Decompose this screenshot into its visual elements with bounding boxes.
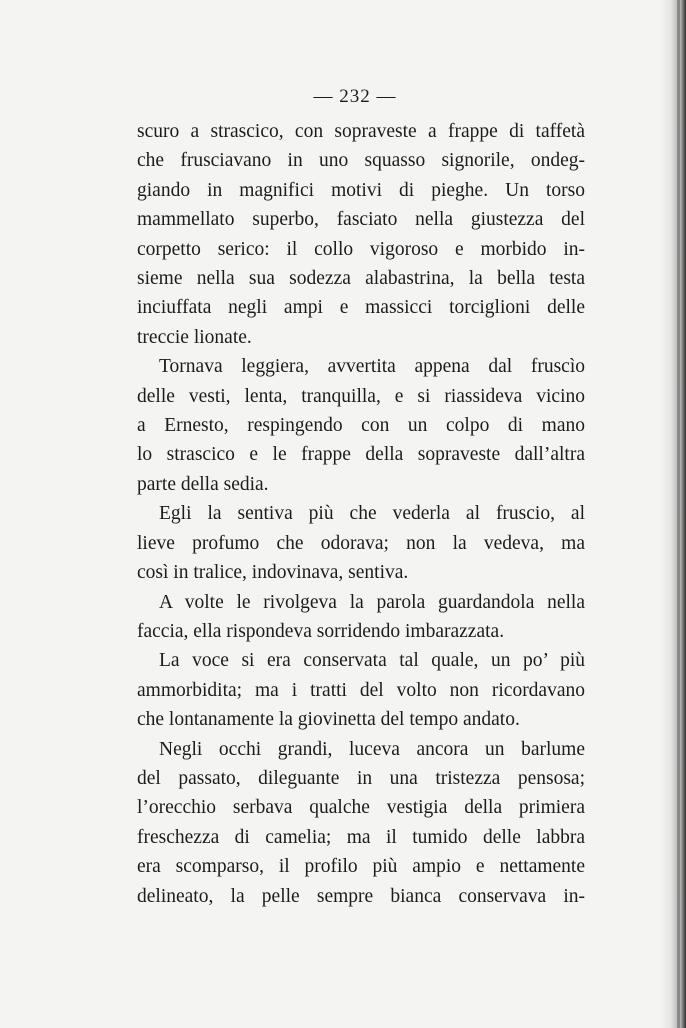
- page-edge-line: [677, 0, 680, 1028]
- text-line: faccia, ella rispondeva sorridendo imbarazzata.: [137, 620, 505, 642]
- text-line: Negli occhi grandi, luceva ancora un barlume: [159, 738, 585, 760]
- text-line: a Ernesto, respingendo con un colpo di mano: [137, 415, 585, 437]
- text-line: sieme nella sua sodezza alabastrina, la bella testa: [137, 268, 585, 290]
- page-number-header: — 232 —: [313, 86, 397, 107]
- text-line: l’orecchio serbava qualche vestigia della primiera: [137, 797, 585, 819]
- text-line: La voce si era conservata tal quale, un po’ più: [159, 650, 585, 672]
- text-line: mammellato superbo, fasciato nella giustezza del: [137, 209, 585, 231]
- body-text: [137, 117, 585, 911]
- text-line: ammorbidita; ma i tratti del volto non ricordavano: [137, 679, 585, 701]
- text-line: Egli la sentiva più che vederla al fruscio, al: [159, 503, 585, 525]
- text-line: lo strascico e le frappe della sopraveste dall’altra: [137, 444, 585, 466]
- text-line: delineato, la pelle sempre bianca conservava in-: [137, 885, 585, 907]
- text-line: inciuffata negli ampi e massicci torciglioni delle: [137, 297, 585, 319]
- text-line: era scomparso, il profilo più ampio e nettamente: [137, 856, 585, 878]
- page-edge-shadow: [660, 0, 686, 1028]
- text-line: giando in magnifici motivi di pieghe. Un torso: [137, 179, 585, 201]
- text-line: del passato, dileguante in una tristezza pensosa;: [137, 767, 585, 789]
- text-line: lieve profumo che odorava; non la vedeva, ma: [137, 532, 585, 554]
- text-line: così in tralice, indovinava, sentiva.: [137, 562, 409, 584]
- text-line: freschezza di camelia; ma il tumido delle labbra: [137, 826, 585, 848]
- text-line: A volte le rivolgeva la parola guardandola nella: [159, 591, 585, 613]
- text-line: delle vesti, lenta, tranquilla, e si riassideva vicino: [137, 385, 585, 407]
- text-line: Tornava leggiera, avvertita appena dal fruscìo: [159, 356, 585, 378]
- text-line: che lontanamente la giovinetta del tempo andato.: [137, 709, 520, 731]
- text-line: parte della sedia.: [137, 473, 269, 495]
- text-line: che frusciavano in uno squasso signorile, ondeg-: [137, 150, 585, 172]
- text-line: scuro a strascico, con sopraveste a frappe di taffetà: [137, 121, 585, 142]
- text-line: corpetto serico: il collo vigoroso e morbido in-: [137, 238, 585, 260]
- text-line: treccie lionate.: [137, 326, 252, 348]
